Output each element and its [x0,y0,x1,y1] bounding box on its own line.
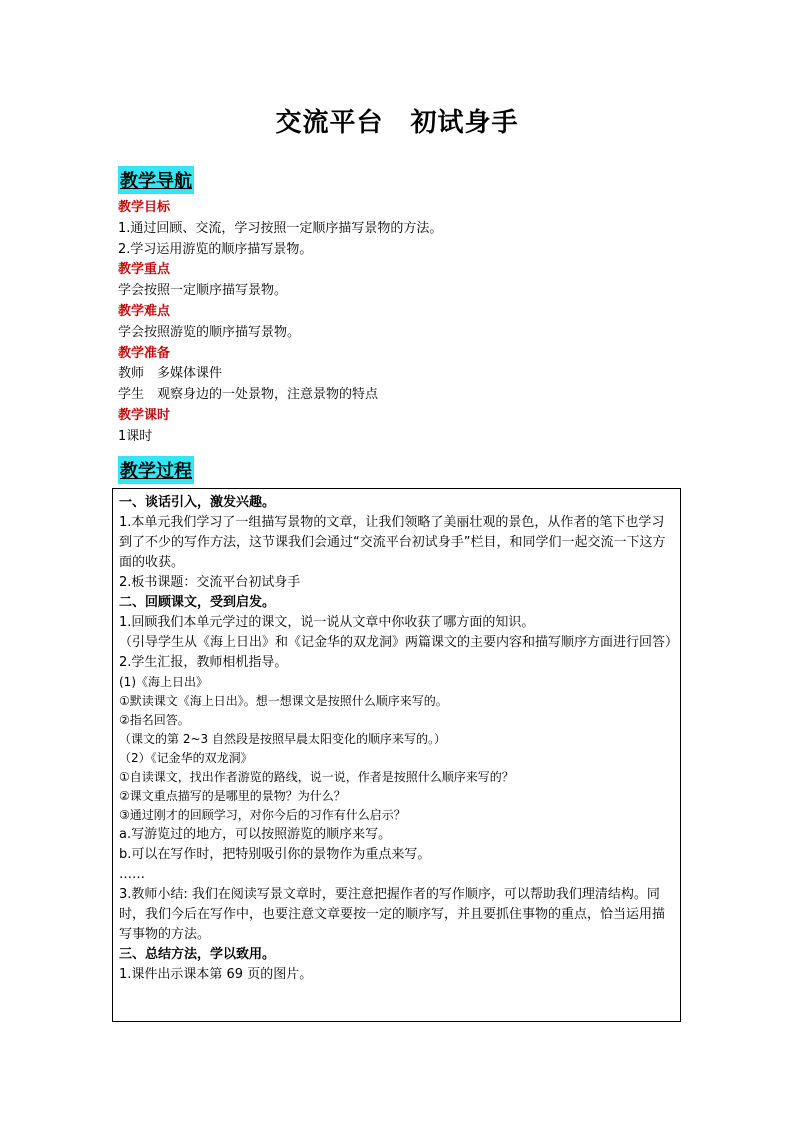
process-paragraph: （引导学生从《海上日出》和《记金华的双龙洞》两篇课文的主要内容和描写顺序方面进行回答） [119,635,679,650]
key-point-text: 学会按照一定顺序描写景物。 [118,283,288,299]
process-paragraph: (1)《海上日出》 [119,675,208,689]
teaching-guide-section [118,198,678,448]
process-ellipsis: …… [119,867,145,882]
key-point-heading: 教学重点 [118,262,171,278]
process-heading-1: 一、谈话引入，激发兴趣。 [119,495,276,510]
section-label-teaching-guide: 教学导航 [118,166,194,194]
process-paragraph: 1.课件出示课本第 69 页的图片。 [119,967,313,982]
difficulty-text: 学会按照游览的顺序描写景物。 [118,324,301,340]
process-paragraph: ③通过刚才的回顾学习，对你今后的习作有什么启示？ [119,808,406,822]
goal-heading: 教学目标 [118,200,171,215]
process-paragraph: 2.板书课题：交流平台初试身手 [119,575,301,590]
process-paragraph: 1.回顾我们本单元学过的课文，说一说从文章中你收获了哪方面的知识。 [119,615,535,630]
process-paragraph: 2.学生汇报，教师相机指导。 [119,655,288,670]
preparation-student: 学生 观察身边的一处景物，注意景物的特点 [118,387,379,403]
process-paragraph: ①默读课文《海上日出》。想一想课文是按照什么顺序来写的。 [119,694,448,708]
lesson-time-heading: 教学课时 [118,407,171,423]
process-heading-3: 三、总结方法，学以致用。 [119,947,276,962]
section-label-teaching-process: 教学过程 [118,456,194,484]
process-paragraph: a.写游览过的地方，可以按照游览的顺序来写。 [119,827,392,842]
process-paragraph: ②指名回答。 [119,713,190,727]
process-paragraph: （课文的第 2~3 自然段是按照早晨太阳变化的顺序来写的。） [119,732,446,746]
process-paragraph: ①自读课文，找出作者游览的路线，说一说，作者是按照什么顺序来写的？ [119,770,514,784]
process-paragraph: （2）《记金华的双龙洞》 [119,751,253,765]
lesson-time-text: 1课时 [118,428,153,444]
preparation-teacher: 教师 多媒体课件 [118,366,223,382]
process-paragraph: 1.本单元我们学习了一组描写景物的文章，让我们领略了美丽壮观的景色，从作者的笔下也学习到了不少的写作方法，这节课我们会通过“交流平台初试身手”栏目，和同学们一起交流一下这方面的收获。 [119,515,666,570]
difficulty-heading: 教学难点 [118,303,171,319]
process-paragraph: b.可以在写作时，把特别吸引你的景物作为重点来写。 [119,847,431,862]
process-paragraph: ②课文重点描写的是哪里的景物？为什么？ [119,789,346,803]
goal-item-1: 1.通过回顾、交流，学习按照一定顺序描写景物的方法。 [118,220,443,236]
preparation-heading: 教学准备 [118,345,171,361]
page-title: 交流平台 初试身手 [275,108,519,138]
goal-item-2: 2.学习运用游览的顺序描写景物。 [118,241,313,257]
process-heading-2: 二、回顾课文，受到启发。 [119,595,276,610]
process-paragraph: 3.教师小结: 我们在阅读写景文章时，要注意把握作者的写作顺序，可以帮助我们理清结构。同时，我们今后在写作中，也要注意文章要按一定的顺序写，并且要抓住事物的重点，恰当运用描写事物的方法。 [119,887,666,942]
teaching-process-box [112,488,681,1022]
